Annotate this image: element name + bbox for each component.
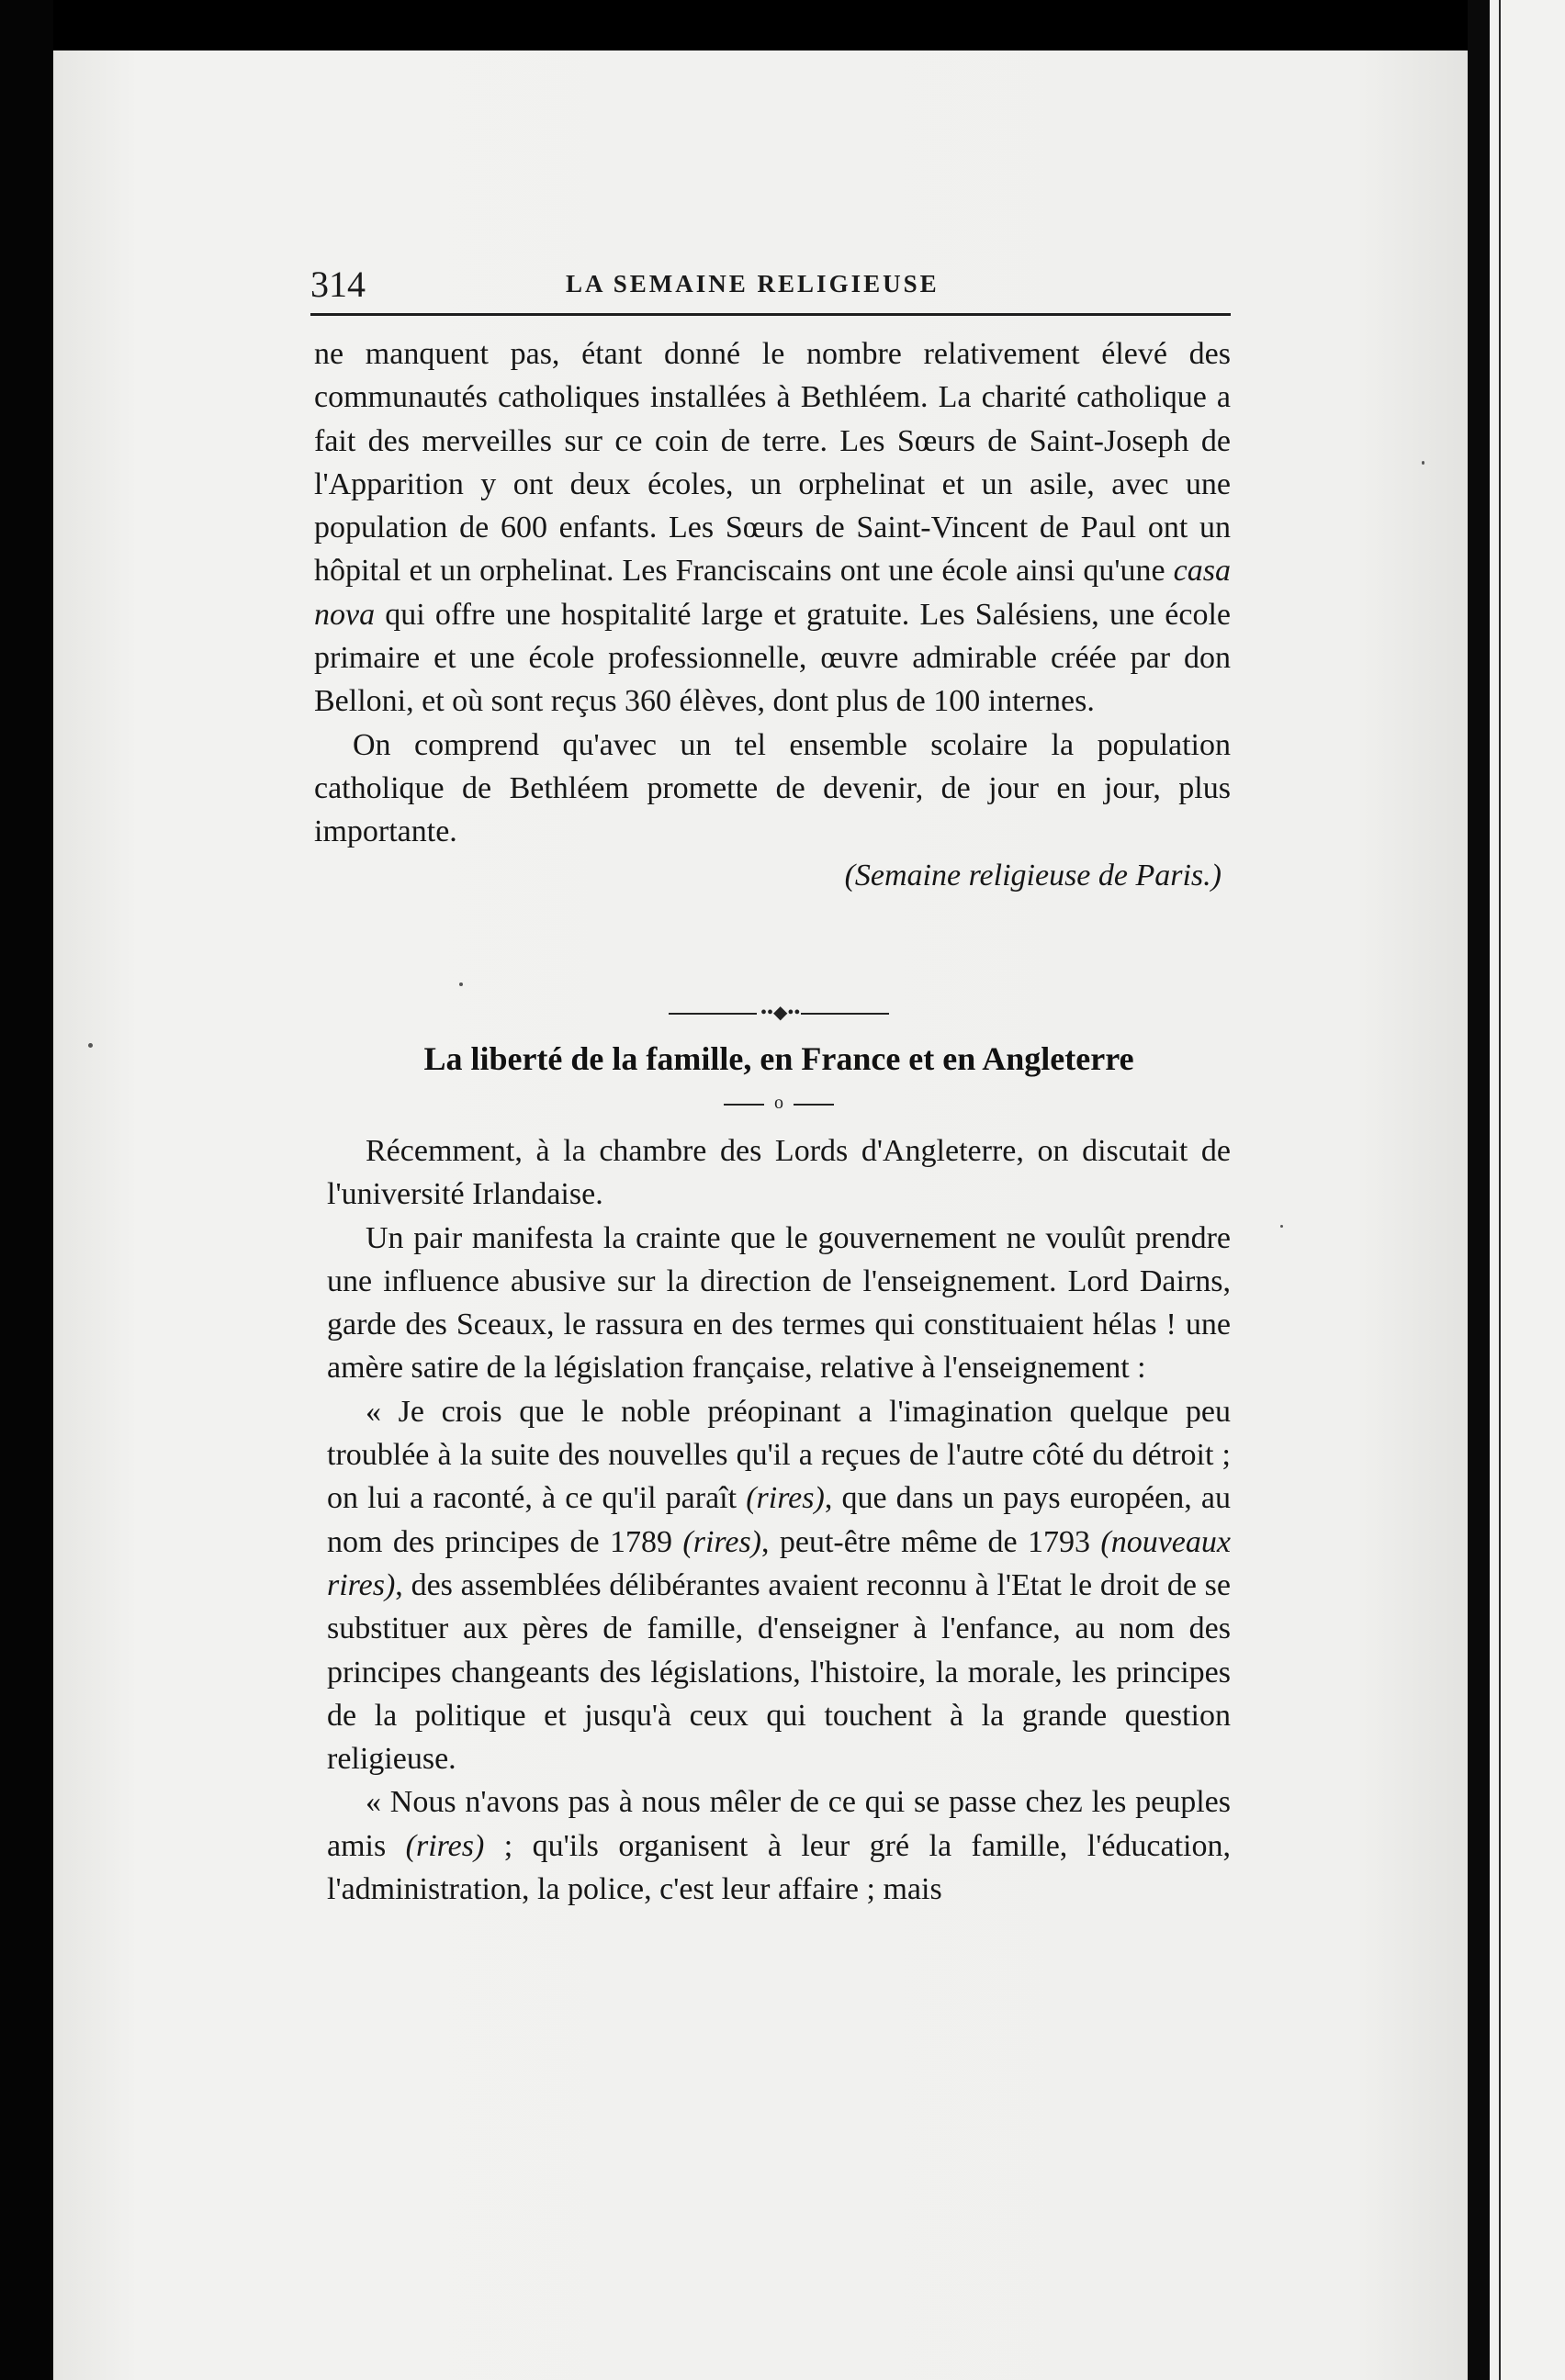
dust-speck <box>88 1043 93 1048</box>
text-run: , des assemblées délibérantes avaient reconnu à l'Etat le droit de se substituer aux pères de famille, d'enseigner à l'enfance, au nom des principes changeants des législations, l'histoire, la morale, les principes de la politique et jusqu'à ceux qui touchent à la grande question religieuse. <box>327 1567 1231 1777</box>
dust-speck <box>1280 1225 1283 1228</box>
text-run: qui offre une hospitalité large et gratuite. Les Salésiens, une école primaire et une école professionnelle, œuvre admirable créée par don Belloni, et où sont reçus 360 élèves, dont plus de 100 internes. <box>314 597 1231 719</box>
article-title: La liberté de la famille, en France et en Angleterre <box>423 1040 1134 1077</box>
italic-run: (rires) <box>682 1524 762 1559</box>
separator-ornament: ••◆•• <box>760 1003 801 1023</box>
text-run: ; qu'ils organisent à leur gré la famille, l'éducation, l'administration, la police, c'est leur affaire ; mais <box>327 1828 1231 1907</box>
paragraph <box>327 1780 1231 1911</box>
italic-run: (rires) <box>746 1481 825 1516</box>
page-number: 314 <box>310 264 366 305</box>
rule-line <box>724 1104 764 1106</box>
italic-run: casa nova <box>314 554 1231 632</box>
citation: (Semaine religieuse de Paris.) <box>844 858 1222 892</box>
text-run: , que dans un pays européen, au nom des principes de 1789 <box>327 1481 1231 1559</box>
italic-run: (rires) <box>405 1828 485 1863</box>
text-run: « Nous n'avons pas à nous mêler de ce qui se passe chez les peuples amis <box>327 1785 1231 1863</box>
paragraph <box>327 1390 1231 1781</box>
dust-speck <box>459 982 463 986</box>
text-run: « Je crois que le noble préopinant a l'imagination quelque peu troublée à la suite des nouvelles qu'il a reçues de l'autre côté du détroit ; on lui a raconté, à ce qu'il paraît <box>327 1394 1231 1516</box>
paragraph: Récemment, à la chambre des Lords d'Angleterre, on discutait de l'université Irlandaise. <box>327 1134 1231 1212</box>
text-run: ne manquent pas, étant donné le nombre relativement élevé des communautés catholiques installées à Bethléem. La charité catholique a fait des merveilles sur ce coin de terre. Les Sœurs de Saint-Joseph de l'Apparition y ont deux écoles, un orphelinat et un asile, avec une population de 600 enfants. Les Sœurs de Saint-Vincent de Paul ont un hôpital et un orphelinat. Les Franciscains ont une école ainsi qu'une <box>314 337 1231 589</box>
separator-line <box>669 1013 757 1015</box>
running-title: LA SEMAINE RELIGIEUSE <box>566 270 940 298</box>
scan-border-left <box>0 0 53 2380</box>
rule-ornament: o <box>774 1093 783 1113</box>
separator-line <box>801 1013 889 1015</box>
scan-gutter <box>1468 0 1490 2380</box>
paragraph <box>314 332 1231 724</box>
dust-speck <box>1422 461 1424 465</box>
continued-article <box>314 332 1231 897</box>
section-separator <box>669 1005 889 1023</box>
paragraph: On comprend qu'avec un tel ensemble scolaire la population catholique de Bethléem promette de devenir, de jour en jour, plus importante. <box>314 727 1231 849</box>
adjacent-page-edge <box>1490 0 1565 2380</box>
title-rule <box>724 1095 834 1113</box>
text-run: , peut-être même de 1793 <box>761 1524 1101 1559</box>
rule-line <box>794 1104 834 1106</box>
italic-run: (nouveaux rires) <box>327 1524 1231 1602</box>
paragraph: Un pair manifesta la crainte que le gouvernement ne voulût prendre une influence abusive sur la direction de l'enseignement. Lord Dairns, garde des Sceaux, le rassura en des termes qui constituaient hélas ! une amère satire de la législation française, relative à l'enseignement : <box>327 1220 1231 1386</box>
header-rule <box>310 313 1231 316</box>
page-header <box>310 263 1231 314</box>
article-body <box>327 1129 1231 1911</box>
